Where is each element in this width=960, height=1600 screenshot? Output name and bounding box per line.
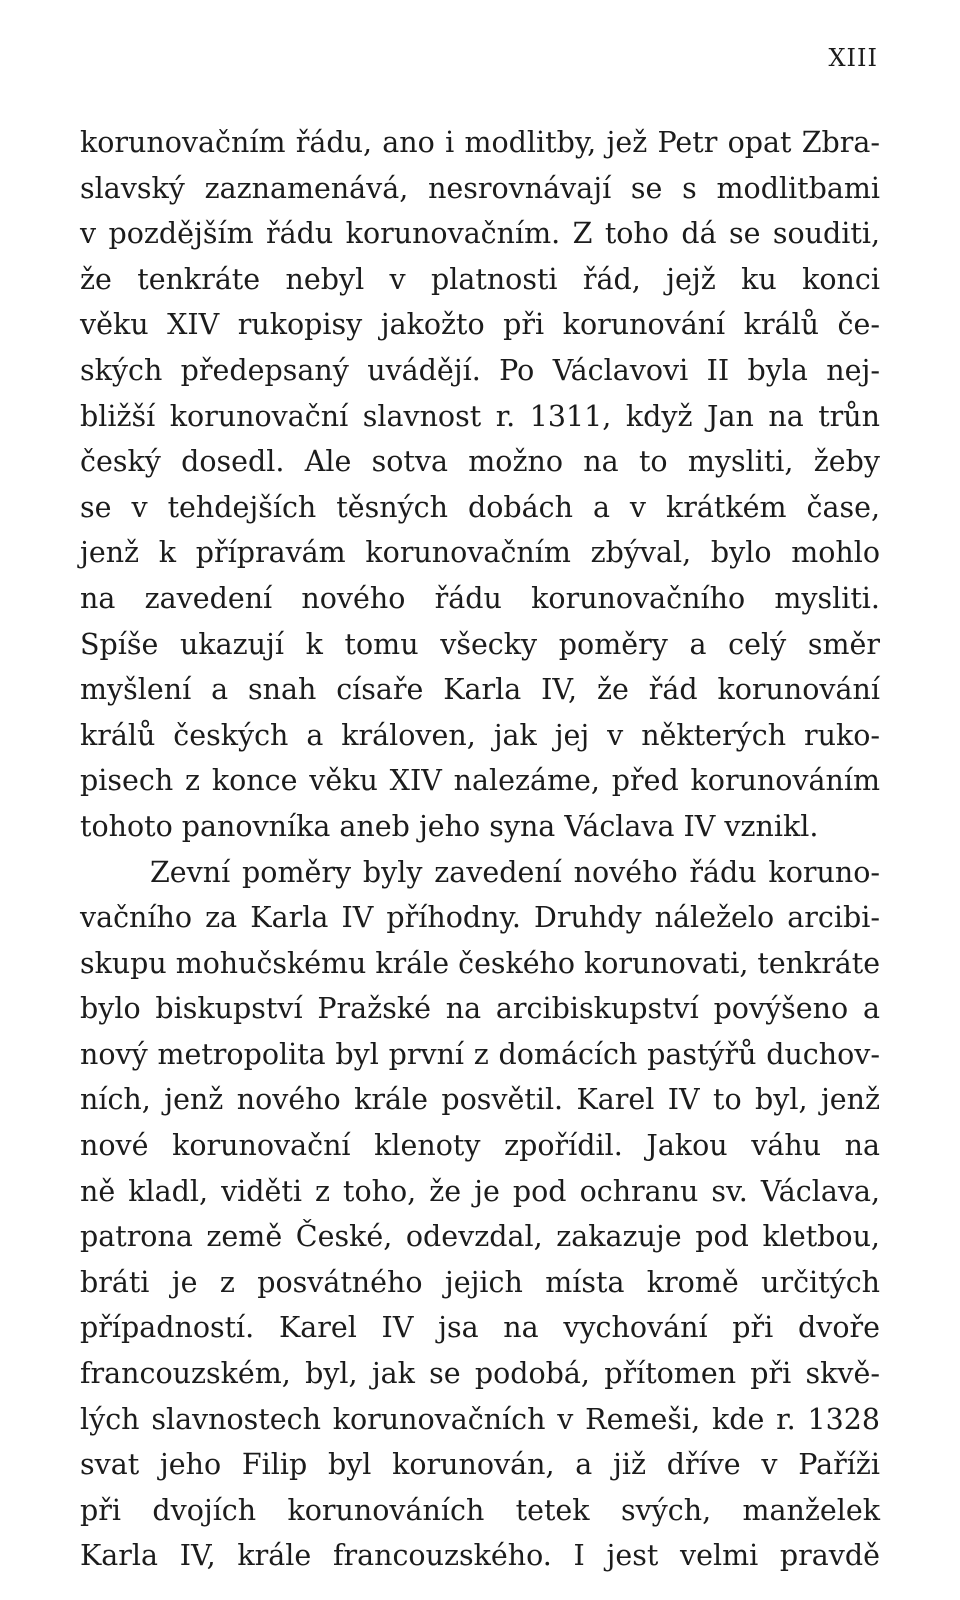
text-line: nový metropolita byl první z domácích pastýřů duchov- xyxy=(80,1037,881,1071)
text-line: ských předepsaný uvádějí. Po Václavovi II byla nej- xyxy=(80,353,880,387)
text-line: ních, jenž nového krále posvětil. Karel IV to byl, jenž xyxy=(80,1083,881,1117)
text-line: český dosedl. Ale sotva možno na to mysliti, žeby xyxy=(80,445,881,479)
text-line: slavský zaznamenává, nesrovnávají se s modlitbami xyxy=(80,171,881,205)
text-line: jenž k přípravám korunovačním zbýval, bylo mohlo xyxy=(80,536,881,570)
text-line: myšlení a snah císaře Karla IV, že řád korunování xyxy=(80,673,880,707)
text-line: ně kladl, viděti z toho, že je pod ochranu sv. Václava, xyxy=(80,1174,881,1208)
text-line: při dvojích korunováních tetek svých, manželek xyxy=(80,1493,881,1527)
text-line: korunovačním řádu, ano i modlitby, jež Petr opat Zbra- xyxy=(80,126,881,159)
text-line: svat jeho Filip byl korunován, a již dříve v Paříži xyxy=(80,1448,880,1482)
text-line: patrona země České, odevzdal, zakazuje pod kletbou, xyxy=(80,1220,880,1254)
text-line: Spíše ukazují k tomu všecky poměry a celý směr xyxy=(80,627,880,661)
text-line: případností. Karel IV jsa na vychování při dvoře xyxy=(80,1311,881,1345)
text-line: skupu mohučskému krále českého korunovati, tenkráte xyxy=(80,946,881,980)
text-line: Zevní poměry byly zavedení nového řádu koruno- xyxy=(150,855,880,889)
text-line: bráti je z posvátného jejich místa kromě určitých xyxy=(80,1265,881,1299)
page-number: XIII xyxy=(828,44,878,72)
text-line: nové korunovační klenoty zpořídil. Jakou váhu na xyxy=(80,1129,880,1163)
text-line: se v tehdejších těsných dobách a v krátkém čase, xyxy=(80,490,881,524)
text-line: pisech z konce věku XIV nalezáme, před korunováním xyxy=(80,764,881,798)
text-line: Karla IV, krále francouzského. I jest velmi pravdě xyxy=(80,1539,881,1573)
text-line: králů českých a královen, jak jej v některých ruko- xyxy=(80,718,881,752)
body-text xyxy=(80,120,880,1579)
text-line: na zavedení nového řádu korunovačního mysliti. xyxy=(80,581,880,615)
text-line: že tenkráte nebyl v platnosti řád, jejž ku konci xyxy=(80,262,880,296)
text-line: bylo biskupství Pražské na arcibiskupství povýšeno a xyxy=(80,992,880,1026)
text-line: bližší korunovační slavnost r. 1311, když Jan na trůn xyxy=(80,399,881,433)
text-line: francouzském, byl, jak se podobá, přítomen při skvě- xyxy=(80,1357,880,1391)
text-line: věku XIV rukopisy jakožto při korunování králů če- xyxy=(80,308,881,342)
text-line: lých slavnostech korunovačních v Remeši, kde r. 1328 xyxy=(80,1402,881,1436)
text-line: tohoto panovníka aneb jeho syna Václava IV vznikl. xyxy=(80,809,819,843)
text-line: vačního za Karla IV příhodny. Druhdy náleželo arcibi- xyxy=(80,901,880,935)
text-line: v pozdějším řádu korunovačním. Z toho dá se souditi, xyxy=(80,217,881,251)
